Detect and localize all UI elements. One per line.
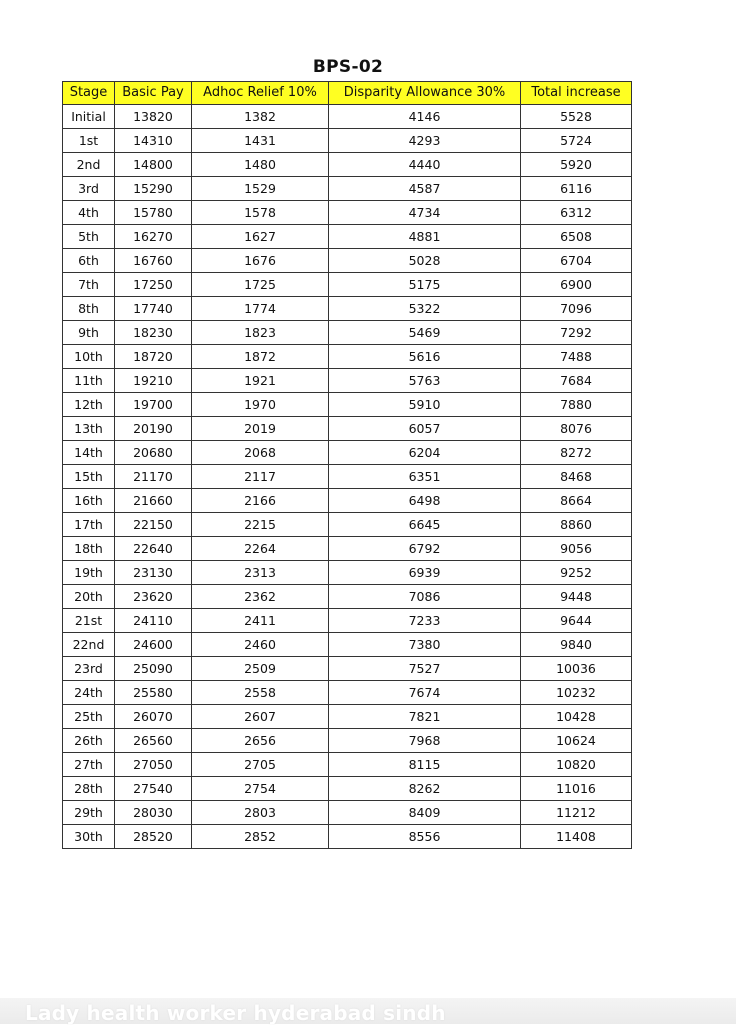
cell-stage: 9th (63, 321, 115, 345)
cell-disparity-allowance: 7233 (329, 609, 521, 633)
cell-disparity-allowance: 5322 (329, 297, 521, 321)
cell-stage: 12th (63, 393, 115, 417)
table-row (63, 321, 632, 345)
cell-adhoc-relief: 2607 (192, 705, 329, 729)
table-row (63, 705, 632, 729)
cell-basic-pay: 18720 (115, 345, 192, 369)
cell-adhoc-relief: 2754 (192, 777, 329, 801)
cell-total-increase: 8468 (521, 465, 632, 489)
table-row (63, 105, 632, 129)
cell-adhoc-relief: 1774 (192, 297, 329, 321)
cell-basic-pay: 14800 (115, 153, 192, 177)
cell-adhoc-relief: 2558 (192, 681, 329, 705)
cell-disparity-allowance: 4587 (329, 177, 521, 201)
cell-stage: 13th (63, 417, 115, 441)
cell-basic-pay: 15290 (115, 177, 192, 201)
cell-stage: Initial (63, 105, 115, 129)
cell-adhoc-relief: 2509 (192, 657, 329, 681)
cell-adhoc-relief: 2705 (192, 753, 329, 777)
cell-stage: 8th (63, 297, 115, 321)
cell-disparity-allowance: 7086 (329, 585, 521, 609)
cell-basic-pay: 20190 (115, 417, 192, 441)
cell-stage: 7th (63, 273, 115, 297)
cell-adhoc-relief: 1725 (192, 273, 329, 297)
table-row (63, 465, 632, 489)
cell-disparity-allowance: 6351 (329, 465, 521, 489)
table-header-row (63, 82, 632, 105)
cell-total-increase: 5528 (521, 105, 632, 129)
cell-stage: 19th (63, 561, 115, 585)
cell-disparity-allowance: 6939 (329, 561, 521, 585)
cell-total-increase: 6312 (521, 201, 632, 225)
cell-basic-pay: 25090 (115, 657, 192, 681)
cell-disparity-allowance: 6204 (329, 441, 521, 465)
cell-adhoc-relief: 1431 (192, 129, 329, 153)
cell-basic-pay: 15780 (115, 201, 192, 225)
cell-stage: 26th (63, 729, 115, 753)
cell-total-increase: 7488 (521, 345, 632, 369)
cell-basic-pay: 19700 (115, 393, 192, 417)
cell-basic-pay: 18230 (115, 321, 192, 345)
cell-disparity-allowance: 7821 (329, 705, 521, 729)
cell-basic-pay: 23620 (115, 585, 192, 609)
cell-total-increase: 10624 (521, 729, 632, 753)
cell-basic-pay: 13820 (115, 105, 192, 129)
cell-adhoc-relief: 2852 (192, 825, 329, 849)
cell-disparity-allowance: 4440 (329, 153, 521, 177)
cell-disparity-allowance: 4146 (329, 105, 521, 129)
cell-total-increase: 6900 (521, 273, 632, 297)
table-row (63, 753, 632, 777)
cell-adhoc-relief: 2215 (192, 513, 329, 537)
table-row (63, 777, 632, 801)
column-header-basic-pay: Basic Pay (115, 82, 192, 105)
cell-total-increase: 6508 (521, 225, 632, 249)
cell-adhoc-relief: 2656 (192, 729, 329, 753)
cell-stage: 10th (63, 345, 115, 369)
cell-basic-pay: 22640 (115, 537, 192, 561)
cell-total-increase: 9644 (521, 609, 632, 633)
cell-total-increase: 9252 (521, 561, 632, 585)
column-header-stage: Stage (63, 82, 115, 105)
cell-stage: 6th (63, 249, 115, 273)
table-row (63, 561, 632, 585)
cell-disparity-allowance: 6498 (329, 489, 521, 513)
cell-basic-pay: 23130 (115, 561, 192, 585)
cell-disparity-allowance: 8262 (329, 777, 521, 801)
cell-adhoc-relief: 2362 (192, 585, 329, 609)
cell-total-increase: 10820 (521, 753, 632, 777)
cell-adhoc-relief: 1676 (192, 249, 329, 273)
cell-adhoc-relief: 2117 (192, 465, 329, 489)
cell-basic-pay: 25580 (115, 681, 192, 705)
cell-disparity-allowance: 7968 (329, 729, 521, 753)
cell-stage: 18th (63, 537, 115, 561)
cell-stage: 16th (63, 489, 115, 513)
table-row (63, 249, 632, 273)
table-row (63, 441, 632, 465)
cell-disparity-allowance: 5028 (329, 249, 521, 273)
cell-basic-pay: 20680 (115, 441, 192, 465)
table-row (63, 489, 632, 513)
cell-basic-pay: 17740 (115, 297, 192, 321)
cell-disparity-allowance: 6645 (329, 513, 521, 537)
cell-stage: 22nd (63, 633, 115, 657)
cell-adhoc-relief: 2803 (192, 801, 329, 825)
table-row (63, 345, 632, 369)
cell-total-increase: 7880 (521, 393, 632, 417)
cell-adhoc-relief: 2313 (192, 561, 329, 585)
cell-disparity-allowance: 5910 (329, 393, 521, 417)
cell-total-increase: 8860 (521, 513, 632, 537)
cell-disparity-allowance: 4881 (329, 225, 521, 249)
column-header-total-increase: Total increase (521, 82, 632, 105)
cell-basic-pay: 27540 (115, 777, 192, 801)
cell-disparity-allowance: 8115 (329, 753, 521, 777)
cell-basic-pay: 16760 (115, 249, 192, 273)
cell-stage: 5th (63, 225, 115, 249)
page-title: BPS-02 (312, 57, 384, 77)
cell-stage: 27th (63, 753, 115, 777)
cell-basic-pay: 16270 (115, 225, 192, 249)
table-row (63, 153, 632, 177)
cell-adhoc-relief: 2068 (192, 441, 329, 465)
cell-stage: 17th (63, 513, 115, 537)
table-row (63, 297, 632, 321)
table-row (63, 633, 632, 657)
cell-adhoc-relief: 1921 (192, 369, 329, 393)
cell-total-increase: 9448 (521, 585, 632, 609)
table-row (63, 369, 632, 393)
cell-disparity-allowance: 4293 (329, 129, 521, 153)
cell-total-increase: 11408 (521, 825, 632, 849)
cell-total-increase: 11212 (521, 801, 632, 825)
cell-stage: 2nd (63, 153, 115, 177)
table-row (63, 585, 632, 609)
cell-basic-pay: 21170 (115, 465, 192, 489)
table-row (63, 177, 632, 201)
cell-basic-pay: 17250 (115, 273, 192, 297)
cell-stage: 11th (63, 369, 115, 393)
cell-adhoc-relief: 2166 (192, 489, 329, 513)
table-row (63, 609, 632, 633)
cell-adhoc-relief: 1823 (192, 321, 329, 345)
cell-basic-pay: 26560 (115, 729, 192, 753)
cell-basic-pay: 27050 (115, 753, 192, 777)
cell-disparity-allowance: 7380 (329, 633, 521, 657)
cell-stage: 28th (63, 777, 115, 801)
cell-disparity-allowance: 8409 (329, 801, 521, 825)
cell-basic-pay: 24600 (115, 633, 192, 657)
table-row (63, 801, 632, 825)
cell-total-increase: 10428 (521, 705, 632, 729)
column-header-disparity-allowance: Disparity Allowance 30% (329, 82, 521, 105)
cell-stage: 1st (63, 129, 115, 153)
cell-disparity-allowance: 5469 (329, 321, 521, 345)
cell-total-increase: 7096 (521, 297, 632, 321)
cell-total-increase: 8664 (521, 489, 632, 513)
cell-adhoc-relief: 1382 (192, 105, 329, 129)
cell-basic-pay: 21660 (115, 489, 192, 513)
table-row (63, 657, 632, 681)
cell-total-increase: 10232 (521, 681, 632, 705)
cell-total-increase: 7684 (521, 369, 632, 393)
cell-adhoc-relief: 1970 (192, 393, 329, 417)
cell-adhoc-relief: 1627 (192, 225, 329, 249)
table-row (63, 225, 632, 249)
cell-basic-pay: 28030 (115, 801, 192, 825)
cell-total-increase: 6704 (521, 249, 632, 273)
cell-adhoc-relief: 2460 (192, 633, 329, 657)
table-body (63, 105, 632, 849)
cell-disparity-allowance: 5616 (329, 345, 521, 369)
cell-total-increase: 9056 (521, 537, 632, 561)
column-header-adhoc-relief: Adhoc Relief 10% (192, 82, 329, 105)
cell-stage: 23rd (63, 657, 115, 681)
table-row (63, 393, 632, 417)
watermark-text: Lady health worker hyderabad sindh (25, 1001, 446, 1025)
cell-disparity-allowance: 4734 (329, 201, 521, 225)
cell-adhoc-relief: 2264 (192, 537, 329, 561)
cell-disparity-allowance: 6792 (329, 537, 521, 561)
cell-adhoc-relief: 1578 (192, 201, 329, 225)
cell-stage: 24th (63, 681, 115, 705)
cell-disparity-allowance: 7527 (329, 657, 521, 681)
cell-basic-pay: 19210 (115, 369, 192, 393)
cell-total-increase: 8076 (521, 417, 632, 441)
cell-stage: 25th (63, 705, 115, 729)
table-row (63, 129, 632, 153)
cell-stage: 30th (63, 825, 115, 849)
cell-total-increase: 5920 (521, 153, 632, 177)
cell-basic-pay: 26070 (115, 705, 192, 729)
table-row (63, 417, 632, 441)
cell-total-increase: 11016 (521, 777, 632, 801)
cell-disparity-allowance: 7674 (329, 681, 521, 705)
cell-basic-pay: 24110 (115, 609, 192, 633)
cell-adhoc-relief: 1480 (192, 153, 329, 177)
cell-stage: 21st (63, 609, 115, 633)
cell-basic-pay: 28520 (115, 825, 192, 849)
table-row (63, 681, 632, 705)
cell-adhoc-relief: 1872 (192, 345, 329, 369)
cell-adhoc-relief: 2411 (192, 609, 329, 633)
cell-disparity-allowance: 5763 (329, 369, 521, 393)
table-row (63, 273, 632, 297)
cell-stage: 15th (63, 465, 115, 489)
cell-disparity-allowance: 6057 (329, 417, 521, 441)
cell-total-increase: 8272 (521, 441, 632, 465)
cell-stage: 3rd (63, 177, 115, 201)
cell-total-increase: 9840 (521, 633, 632, 657)
cell-basic-pay: 14310 (115, 129, 192, 153)
cell-total-increase: 6116 (521, 177, 632, 201)
table-row (63, 729, 632, 753)
table-row (63, 537, 632, 561)
cell-disparity-allowance: 5175 (329, 273, 521, 297)
cell-total-increase: 5724 (521, 129, 632, 153)
table-row (63, 201, 632, 225)
cell-adhoc-relief: 2019 (192, 417, 329, 441)
table-row (63, 513, 632, 537)
cell-disparity-allowance: 8556 (329, 825, 521, 849)
cell-total-increase: 7292 (521, 321, 632, 345)
cell-stage: 20th (63, 585, 115, 609)
cell-total-increase: 10036 (521, 657, 632, 681)
cell-basic-pay: 22150 (115, 513, 192, 537)
pay-scale-table (62, 81, 632, 849)
cell-stage: 14th (63, 441, 115, 465)
cell-stage: 4th (63, 201, 115, 225)
table-row (63, 825, 632, 849)
cell-adhoc-relief: 1529 (192, 177, 329, 201)
cell-stage: 29th (63, 801, 115, 825)
